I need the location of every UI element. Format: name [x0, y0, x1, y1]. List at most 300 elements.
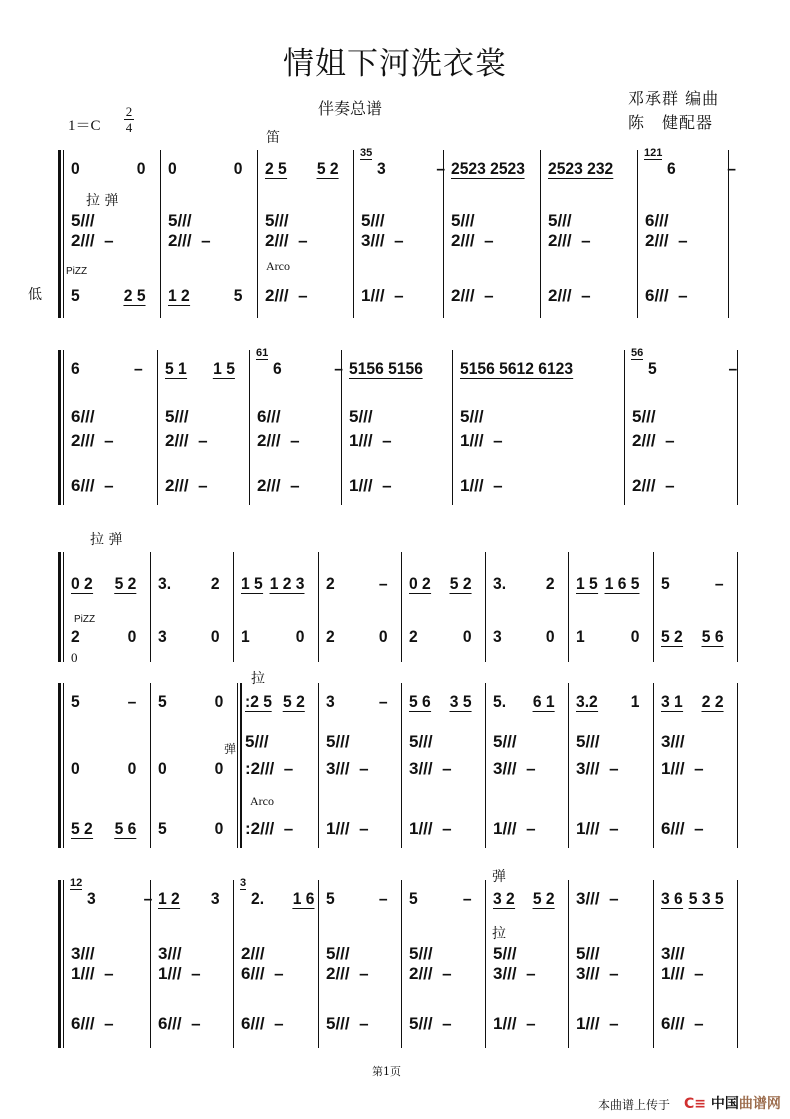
note-group: 1 5	[241, 574, 263, 593]
tremolo-note-cell: 3/// –	[493, 964, 536, 983]
note-group: 5 6	[409, 692, 431, 711]
score-title: 情姐下河洗衣裳	[283, 46, 507, 82]
grace-note: 121	[644, 147, 663, 159]
barline	[485, 552, 486, 662]
la-tan-label: 拉 弹	[86, 193, 119, 209]
note-group: 0	[136, 159, 146, 178]
tremolo-note-cell: 1/// –	[661, 964, 704, 983]
note-group: 0	[233, 159, 243, 178]
note-group: 1 6 5	[604, 574, 640, 593]
note-cell	[326, 575, 388, 593]
dash-note: –	[727, 159, 736, 178]
zero-label: 0	[71, 650, 78, 665]
tremolo-note-cell: 2/// –	[165, 476, 208, 495]
barline	[737, 683, 738, 848]
tremolo-note-cell: 5///	[409, 732, 433, 751]
dash-note: –	[462, 889, 472, 908]
pizz-label: PiZZ	[66, 266, 88, 277]
tremolo-note-cell: 2/// –	[71, 431, 114, 450]
note-group: 3	[158, 627, 167, 646]
barline	[452, 350, 453, 505]
note-group: 0	[295, 627, 305, 646]
note-cell	[158, 628, 220, 646]
note-group: 2	[326, 627, 335, 646]
note-cell	[265, 160, 339, 179]
note-group: 5	[409, 889, 418, 908]
tremolo-note-cell: 2/// –	[165, 431, 208, 450]
note-cell	[409, 575, 472, 594]
tremolo-note-cell: 5///	[451, 211, 475, 230]
note-cell	[241, 575, 304, 594]
tremolo-note-cell: 2/// –	[451, 286, 494, 305]
tremolo-note-cell: 5///	[361, 211, 385, 230]
dash-note: –	[334, 359, 343, 378]
barline	[485, 880, 486, 1048]
note-cell	[71, 628, 136, 646]
note-group: 0	[630, 627, 640, 646]
tremolo-note-cell: 5/// –	[409, 1014, 452, 1033]
tan-label: 弹	[224, 742, 237, 756]
note-cell	[667, 160, 736, 178]
tremolo-note-cell: 6///	[71, 407, 95, 426]
note-group: 3	[87, 889, 96, 908]
tremolo-note-cell: 2/// –	[632, 431, 675, 450]
tremolo-note-cell: 6/// –	[241, 1014, 284, 1033]
note-group: 5	[158, 819, 167, 838]
note-cell	[493, 628, 555, 646]
tremolo-note-cell: 1/// –	[460, 476, 503, 495]
tremolo-note-cell: 5///	[168, 211, 192, 230]
tremolo-note-cell: 3/// –	[326, 759, 369, 778]
tremolo-note-cell: 5///	[576, 732, 600, 751]
note-group: 3	[210, 889, 220, 908]
tremolo-note-cell: 2/// –	[265, 286, 308, 305]
note-group: 0	[71, 759, 80, 778]
tremolo-note-cell: 3/// –	[576, 964, 619, 983]
barline	[401, 880, 402, 1048]
dash-note: –	[134, 359, 143, 378]
note-group: 2	[545, 574, 555, 593]
note-group: 5	[158, 692, 167, 711]
tremolo-note-cell: 5///	[165, 407, 189, 426]
note-group: 5 6	[114, 819, 137, 838]
tremolo-note-cell: 1/// –	[460, 431, 503, 450]
note-cell	[576, 693, 639, 712]
la-label: 拉	[492, 926, 506, 942]
note-group: 0	[462, 627, 472, 646]
note-group: 5	[71, 692, 80, 711]
note-group: 5 2	[449, 574, 472, 593]
note-group: 2	[71, 627, 80, 646]
tremolo-note-cell: 5///	[576, 944, 600, 963]
tremolo-note-cell: 1/// –	[158, 964, 201, 983]
tremolo-note-cell: 2/// –	[257, 431, 300, 450]
barline	[157, 350, 158, 505]
tremolo-note-cell: 1/// –	[493, 1014, 536, 1033]
note-cell	[326, 628, 388, 646]
note-cell	[158, 820, 223, 838]
barline	[318, 880, 319, 1048]
note-cell	[71, 820, 136, 839]
arco-label: Arco	[266, 259, 290, 273]
grace-note: 61	[256, 347, 269, 359]
tremolo-note-cell: 5///	[548, 211, 572, 230]
barline	[540, 150, 541, 318]
note-group: 6	[667, 159, 676, 178]
system-bracket	[58, 683, 61, 848]
note-cell	[168, 287, 243, 306]
note-cell	[158, 760, 223, 778]
page-number: 第1页	[372, 1065, 401, 1078]
note-cell	[460, 360, 604, 379]
barline	[318, 552, 319, 662]
tremolo-note-cell: 5///	[245, 732, 269, 751]
note-group: 5 2	[71, 819, 93, 838]
system-bracket	[58, 350, 61, 505]
note-cell	[409, 628, 472, 646]
note-cell	[661, 628, 724, 647]
note-group: 2 5	[123, 286, 146, 305]
pizz-label: PiZZ	[74, 614, 96, 625]
dash-note: –	[714, 574, 724, 593]
arranger-credit: 陈 健配器	[628, 113, 714, 132]
tremolo-note-cell: 1/// –	[349, 476, 392, 495]
note-group: 1	[630, 692, 640, 711]
note-group: 0 2	[71, 574, 93, 593]
note-cell	[451, 160, 526, 179]
barline	[160, 150, 161, 318]
note-cell	[273, 360, 343, 378]
tremolo-note-cell: 3/// –	[361, 231, 404, 250]
barline	[568, 880, 569, 1048]
tremolo-note-cell: 2/// –	[71, 231, 114, 250]
note-group: 2 5	[265, 159, 287, 178]
tremolo-note-cell: 5///	[460, 407, 484, 426]
note-group: 6	[273, 359, 282, 378]
note-group: 3.2	[576, 692, 598, 711]
tremolo-note-cell: 6/// –	[661, 1014, 704, 1033]
tremolo-note-cell: 6/// –	[158, 1014, 201, 1033]
note-group: 5 3 5	[688, 889, 724, 908]
key-signature: 1＝C	[68, 118, 101, 134]
note-cell	[661, 575, 724, 593]
system-start-line	[63, 880, 64, 1048]
note-cell	[409, 890, 472, 908]
note-cell	[158, 575, 220, 593]
system-bracket	[58, 552, 61, 662]
note-group: 5	[233, 286, 243, 305]
note-group: 3	[326, 692, 335, 711]
note-cell	[648, 360, 737, 378]
tremolo-note-cell: 1/// –	[326, 819, 369, 838]
note-cell	[168, 160, 243, 178]
note-cell	[71, 160, 146, 178]
note-group: 5	[326, 889, 335, 908]
tremolo-note-cell: 1/// –	[361, 286, 404, 305]
barline	[624, 350, 625, 505]
note-cell	[661, 693, 724, 712]
tremolo-note-cell: 3///	[661, 944, 685, 963]
tremolo-note-cell: 2/// –	[548, 231, 591, 250]
note-cell	[493, 693, 555, 712]
note-group: 0	[127, 759, 137, 778]
barline	[401, 683, 402, 848]
system-start-line	[63, 552, 64, 662]
note-group: 1 5	[213, 359, 235, 378]
note-group: 3 2	[493, 889, 515, 908]
logo-icon: C≡	[684, 1096, 707, 1112]
note-group: 0	[214, 819, 224, 838]
tremolo-note-cell: 2/// –	[632, 476, 675, 495]
note-cell	[71, 693, 136, 711]
note-cell	[661, 890, 724, 909]
barline	[737, 880, 738, 1048]
system-bracket	[58, 880, 61, 1048]
tremolo-note-cell: 3/// –	[576, 759, 619, 778]
note-group: 2523 2523	[451, 159, 525, 178]
arco-label: Arco	[250, 794, 274, 808]
barline	[653, 683, 654, 848]
tremolo-note-cell: 5///	[326, 732, 350, 751]
tremolo-note-cell: :2/// –	[245, 759, 294, 778]
note-cell	[87, 890, 152, 908]
note-group: 5156 5612 6123	[460, 359, 574, 378]
barline	[233, 552, 234, 662]
upload-note: 本曲谱上传于	[598, 1098, 671, 1112]
dash-note: –	[728, 359, 738, 378]
tremolo-note-cell: 6///	[257, 407, 281, 426]
tremolo-note-cell: 6///	[645, 211, 669, 230]
note-group: 1 6	[292, 889, 315, 908]
tremolo-note-cell: :2/// –	[245, 819, 294, 838]
note-group: 0	[127, 627, 137, 646]
barline	[353, 150, 354, 318]
note-group: 5 2	[532, 889, 555, 908]
note-group: 2.	[251, 889, 265, 908]
note-group: 0	[210, 627, 220, 646]
note-cell	[71, 287, 146, 306]
dash-note: –	[378, 889, 388, 908]
note-group: 0	[158, 759, 167, 778]
note-group: 6 1	[532, 692, 555, 711]
note-cell	[71, 360, 143, 378]
grace-note: 12	[70, 877, 83, 889]
composer-credit: 邓承群 编曲	[628, 89, 720, 108]
tremolo-note-cell: 6/// –	[71, 1014, 114, 1033]
note-group: 5.	[493, 692, 507, 711]
tremolo-note-cell: 1/// –	[349, 431, 392, 450]
grace-note: 3	[240, 877, 247, 889]
di-label: 笛	[266, 130, 280, 146]
note-cell	[326, 890, 388, 908]
barline	[401, 552, 402, 662]
tremolo-note-cell: 3/// –	[409, 759, 452, 778]
barline	[653, 552, 654, 662]
barline	[485, 683, 486, 848]
note-group: 5	[71, 286, 80, 305]
dash-note: –	[127, 692, 137, 711]
tremolo-note-cell: 3///	[71, 944, 95, 963]
barline	[637, 150, 638, 318]
note-group: 0	[71, 159, 80, 178]
note-group: 3.	[158, 574, 172, 593]
logo-text-a: 中国	[710, 1096, 739, 1112]
note-cell	[576, 575, 639, 594]
logo-text-b: 曲谱网	[738, 1096, 781, 1112]
barline	[150, 683, 151, 848]
note-cell	[245, 693, 305, 712]
note-cell	[158, 693, 223, 711]
note-cell	[71, 575, 136, 594]
note-group: 1 2	[158, 889, 180, 908]
tremolo-note-cell: 5/// –	[326, 1014, 369, 1033]
tremolo-note-cell: 5///	[409, 944, 433, 963]
tremolo-note-cell: 3///	[158, 944, 182, 963]
grace-note: 56	[631, 347, 644, 359]
tremolo-note-cell: 2/// –	[168, 231, 211, 250]
dash-note: –	[378, 574, 388, 593]
tremolo-note-cell: 3///	[661, 732, 685, 751]
note-cell	[409, 693, 472, 712]
note-group: 2 2	[701, 692, 724, 711]
tremolo-note-cell: 6/// –	[645, 286, 688, 305]
tremolo-note-cell: 1/// –	[493, 819, 536, 838]
note-group: 2	[326, 574, 335, 593]
note-group: 3	[493, 627, 502, 646]
note-group: 2	[409, 627, 418, 646]
note-group: 1 2	[168, 286, 190, 305]
note-cell	[241, 628, 304, 646]
tremolo-note-cell: 2/// –	[257, 476, 300, 495]
note-group: 5 2	[114, 574, 137, 593]
dash-note: –	[436, 159, 446, 178]
barline	[257, 150, 258, 318]
subtitle: 伴奏总谱	[318, 99, 383, 118]
note-cell	[326, 693, 388, 711]
tremolo-note-cell: 3/// –	[576, 889, 619, 908]
note-cell	[576, 628, 639, 646]
barline	[318, 683, 319, 848]
barline	[237, 683, 238, 848]
note-group: 1	[576, 627, 585, 646]
tremolo-note-cell: 5///	[493, 732, 517, 751]
tremolo-note-cell: 5///	[326, 944, 350, 963]
note-group: 0	[545, 627, 555, 646]
time-signature	[124, 105, 134, 134]
note-cell	[71, 760, 136, 778]
grace-note: 35	[360, 147, 373, 159]
tremolo-note-cell: 2/// –	[548, 286, 591, 305]
dash-note: –	[143, 889, 153, 908]
tremolo-note-cell: 1/// –	[661, 759, 704, 778]
note-group: 1 5	[576, 574, 598, 593]
note-group: 5	[648, 359, 657, 378]
la-tan-label: 拉 弹	[90, 532, 123, 548]
system-bracket	[58, 150, 61, 318]
barline	[233, 880, 234, 1048]
note-group: 0	[378, 627, 388, 646]
tremolo-note-cell: 2/// –	[645, 231, 688, 250]
repeat-barline	[240, 683, 242, 848]
tremolo-note-cell: 1/// –	[576, 1014, 619, 1033]
note-cell	[377, 160, 445, 178]
system-start-line	[63, 150, 64, 318]
note-group: 5 2	[661, 627, 683, 646]
tremolo-note-cell: 1/// –	[409, 819, 452, 838]
note-group: 3 6	[661, 889, 683, 908]
note-group: 6	[71, 359, 80, 378]
tremolo-note-cell: 2/// –	[265, 231, 308, 250]
note-group: 3	[377, 159, 386, 178]
note-cell	[158, 890, 220, 909]
note-group: 5156 5156	[349, 359, 423, 378]
tremolo-note-cell: 5///	[493, 944, 517, 963]
note-group: 3.	[493, 574, 507, 593]
barline	[737, 552, 738, 662]
site-logo	[684, 1093, 781, 1113]
time-bottom: 4	[125, 120, 133, 135]
barline	[150, 552, 151, 662]
note-group: 5 6	[701, 627, 724, 646]
note-group: 5 2	[316, 159, 339, 178]
tremolo-note-cell: 2/// –	[326, 964, 369, 983]
note-group: 1 2 3	[269, 574, 305, 593]
note-group: 2523 232	[548, 159, 614, 178]
note-cell	[165, 360, 235, 379]
note-group: 0	[168, 159, 177, 178]
la-label: 拉	[251, 671, 265, 687]
note-group: 5	[661, 574, 670, 593]
note-group: 0	[214, 759, 224, 778]
note-group: 0 2	[409, 574, 431, 593]
tan-label: 弹	[492, 869, 506, 885]
barline	[568, 683, 569, 848]
time-top: 2	[125, 104, 133, 119]
note-group: 5 1	[165, 359, 187, 378]
note-cell	[493, 890, 555, 909]
tremolo-note-cell: 1/// –	[71, 964, 114, 983]
note-group: 5 2	[283, 692, 305, 711]
system-start-line	[63, 350, 64, 505]
tremolo-note-cell: 6/// –	[661, 819, 704, 838]
tremolo-note-cell: 5///	[265, 211, 289, 230]
tremolo-note-cell: 5///	[71, 211, 95, 230]
note-group: 2	[210, 574, 220, 593]
tremolo-note-cell: 2/// –	[451, 231, 494, 250]
note-cell	[493, 575, 555, 593]
system-start-line	[63, 683, 64, 848]
barline	[249, 350, 250, 505]
note-group: 3 1	[661, 692, 683, 711]
barline	[653, 880, 654, 1048]
tremolo-note-cell: 5///	[349, 407, 373, 426]
note-cell	[251, 890, 314, 909]
tremolo-note-cell: 1/// –	[576, 819, 619, 838]
tremolo-note-cell: 5///	[632, 407, 656, 426]
tremolo-note-cell: 2/// –	[409, 964, 452, 983]
note-cell	[349, 360, 436, 379]
low-label: 低	[28, 287, 42, 303]
note-group: 3 5	[449, 692, 472, 711]
note-group: 1	[241, 627, 250, 646]
tremolo-note-cell: 6/// –	[241, 964, 284, 983]
tremolo-note-cell: 2///	[241, 944, 265, 963]
note-cell	[548, 160, 623, 179]
dash-note: –	[378, 692, 388, 711]
note-group: :2 5	[245, 692, 272, 711]
note-group: 0	[214, 692, 224, 711]
tremolo-note-cell: 6/// –	[71, 476, 114, 495]
